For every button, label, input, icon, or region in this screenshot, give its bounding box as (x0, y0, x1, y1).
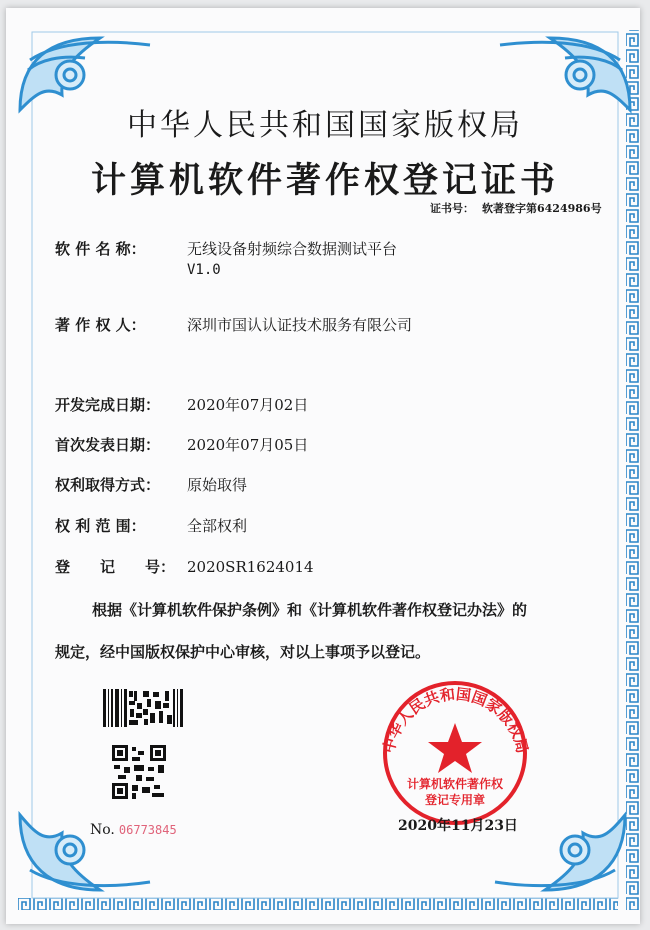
statement-line-2: 规定，经中国版权保护中心审核，对以上事项予以登记。 (55, 643, 431, 661)
bottom-meander-strip (18, 898, 618, 910)
certificate-number (430, 200, 602, 216)
seal-inner-line-2: 登记专用章 (424, 793, 486, 807)
seal-inner-line-1: 计算机软件著作权 (406, 777, 504, 791)
field-value: 原始取得 (187, 476, 248, 494)
field-completion-date (55, 394, 308, 415)
serial-label: No. (90, 822, 115, 838)
serial-value: 06773845 (118, 823, 177, 837)
field-publish-date (55, 434, 308, 455)
serial-number (90, 822, 177, 838)
field-value: 无线设备射频综合数据测试平台 (187, 240, 398, 258)
field-acquisition-method (55, 474, 247, 495)
field-label: 软 件 名 称： (55, 240, 146, 258)
field-label: 权利取得方式： (55, 476, 161, 494)
field-label: 登 记 号： (55, 558, 176, 576)
seal-outer-text: 中华人民共和国国家版权局 (379, 685, 532, 756)
statement-line-1: 根据《计算机软件保护条例》和《计算机软件著作权登记办法》的 (92, 601, 528, 619)
field-registration-number (55, 556, 314, 577)
field-value: 2020SR1624014 (187, 558, 314, 576)
field-label: 著 作 权 人： (55, 316, 146, 334)
field-value: 2020年07月05日 (187, 436, 309, 454)
issuing-authority: 中华人民共和国国家版权局 (127, 108, 523, 143)
field-copyright-owner (55, 314, 412, 335)
field-value: 全部权利 (187, 517, 248, 535)
certificate-title: 计算机软件著作权登记证书 (90, 160, 559, 201)
field-software-name (55, 238, 397, 259)
qr-code-image (112, 745, 166, 799)
field-rights-scope (55, 515, 247, 536)
software-version: V1.0 (187, 262, 221, 278)
certificate-number-label: 证书号： (430, 202, 474, 215)
field-label: 开发完成日期： (55, 396, 161, 414)
field-label: 首次发表日期： (55, 436, 161, 454)
seal-date: 2020年11月23日 (398, 818, 518, 834)
official-seal (373, 678, 538, 828)
field-value: 深圳市国认认证技术服务有限公司 (187, 316, 413, 334)
barcode-image (103, 689, 185, 727)
seal-star-icon (428, 723, 482, 773)
field-label: 权 利 范 围： (55, 517, 146, 535)
field-value: 2020年07月02日 (187, 396, 309, 414)
certificate-number-value: 软著登字第6424986号 (482, 202, 602, 215)
